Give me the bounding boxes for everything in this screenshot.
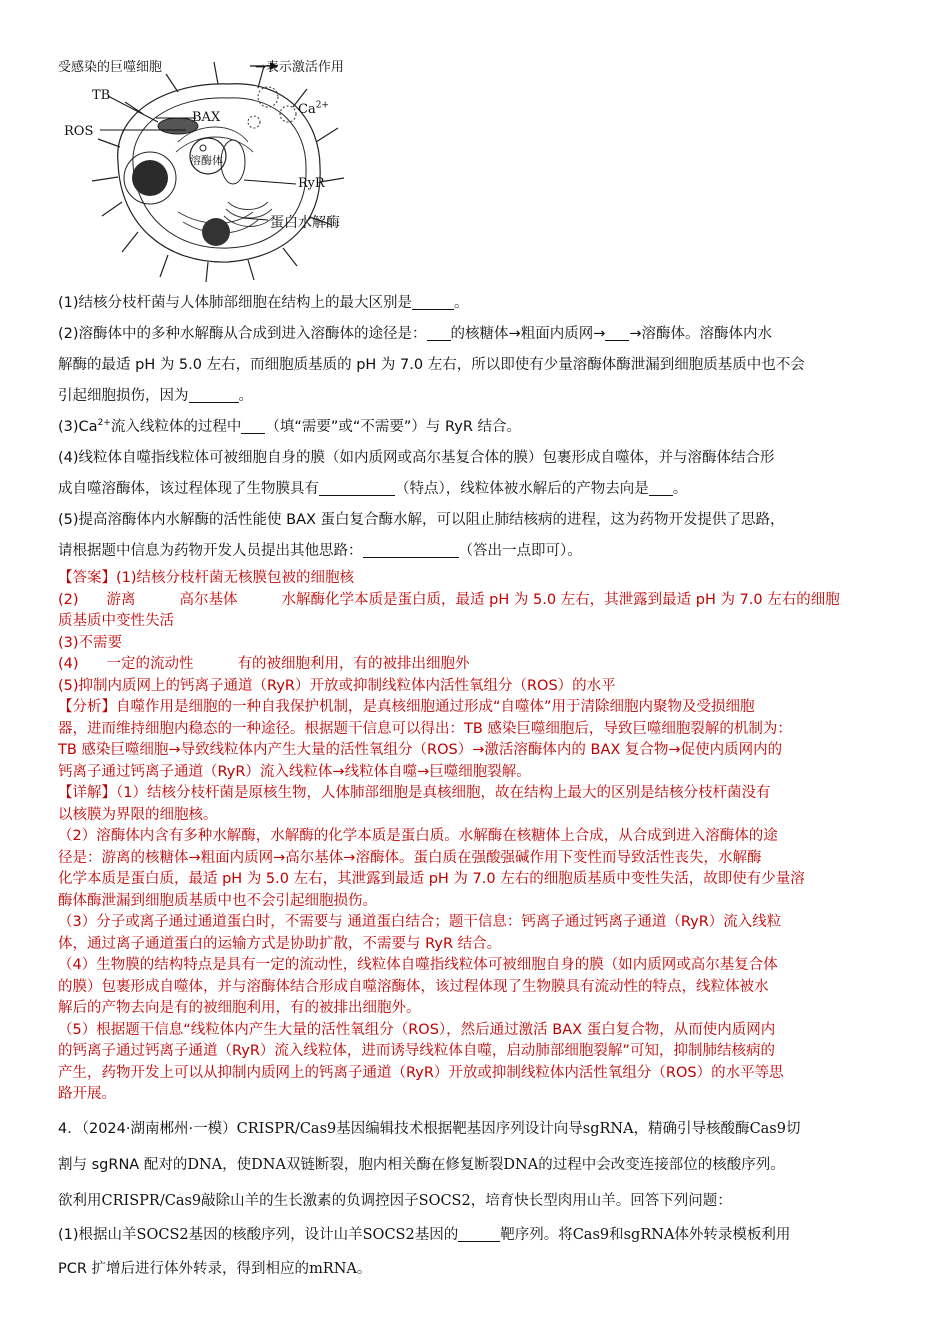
answer-block: 【答案】(1)结核分枝杆菌无核膜包被的细胞核 (2) 游离 高尔基体 水解酶化学本质是蛋白质，最适 pH 为 5.0 左右，其泄露到最适 pH 为 7.0 左右的细胞 质基质中变性失活 (3)不需要 (4) 一定的流动性 有的被细胞利用，有的被排出细胞外 (5)抑制内质网上的钙离子通道（RyR）开放或抑制线粒体内活性氧组分（ROS）的水平 bbox=[58, 570, 840, 694]
label-protease: 蛋白水解酶 bbox=[270, 215, 340, 231]
question-2: (2)溶酶体中的多种水解酶从合成到进入溶酶体的途径是： 的核糖体→粗面内质网→ →溶酶体。溶酶体内水 解酶的最适 pH 为 5.0 左右，而细胞质基质的 pH 为 7.0 左右，所以即使有少量溶酶体酶泄漏到细胞质基质中也不会 引起细胞损伤，因为 。 bbox=[58, 326, 805, 404]
label-bax: BAX bbox=[192, 110, 221, 125]
question-4: (4)线粒体自噬指线粒体可被细胞自身的膜（如内质网或高尔基复合体的膜）包裹形成自噬体，并与溶酶体结合形 成自噬溶酶体，该过程体现了生物膜具有 （特点），线粒体被水解后的产物去向是 。 bbox=[58, 450, 775, 497]
label-ros: ROS bbox=[64, 124, 94, 139]
question-3: $(3)Ca^{2+}$流入线粒体的过程中 （填“需要”或“不需要”）与 RyR 结合。 bbox=[58, 418, 522, 435]
figure-title: 受感染的巨噬细胞 bbox=[58, 60, 163, 75]
question-1: (1)结核分枝杆菌与人体肺部细胞在结构上的最大区别是 。 bbox=[58, 295, 469, 311]
detail-block: 【详解】（1）结核分枝杆菌是原核生物，人体肺部细胞是真核细胞，故在结构上最大的区别是结核分枝杆菌没有 以核膜为界限的细胞核。 （2）溶酶体内含有多种水解酶，水解酶的化学本质是蛋白质。水解酶在核糖体上合成，从合成到进入溶酶体的途 径是：游离的核糖体→粗面内质网→高尔基体→溶酶体。蛋白质在强酸强碱作用下变性而导致活性丧失，水解酶 化学本质是蛋白质，最适 pH 为 5.0 左右，其泄露到最适 pH 为 7.0 左右的细胞质基质中变性失活，故即使有少量溶 酶体酶泄漏到细胞质基质中也不会引起细胞损伤。 （3）分子或离子通过通道蛋白时，不需要与 通道蛋白结合；题干信息：钙离子通过钙离子通道（RyR）流入线粒 体，通过离子通道蛋白的运输方式是协助扩散，不需要与 RyR 结合。 （4）生物膜的结构特点是具有一定的流动性，线粒体自噬指线粒体可被细胞自身的膜（如内质网或高尔基复合体 的膜）包裹形成自噬体，并与溶酶体结合形成自噬溶酶体，该过程体现了生物膜具有流动性的特点，线粒体被水 解后的产物去向是有的被细胞利用，有的被排出细胞外。 （5）根据题干信息“线粒体内产生大量的活性氧组分（ROS），然后通过激活 BAX 蛋白复合物，从而使内质网内 的钙离子通过钙离子通道（RyR）流入线粒体，进而诱导线粒体自噬，启动肺部细胞裂解”可知，抑制肺结核病的 产生，药物开发上可以从抑制内质网上的钙离子通道（RyR）开放或抑制线粒体内活性氧组分（ROS）的水平等思 路开展。 bbox=[58, 785, 805, 1102]
question-next-4-line2: 割与 sgRNA 配对的DNA，使DNA双链断裂，胞内相关酶在修复断裂DNA的过程中会改变连接部位的核酸序列。 bbox=[58, 1157, 785, 1173]
label-ryr: RyR bbox=[298, 176, 325, 191]
figure-legend: →表示激活作用 bbox=[255, 60, 344, 75]
question-next-4-line3: 欲利用CRISPR/Cas9敲除山羊的生长激素的负调控因子SOCS2，培育快长型肉用山羊。回答下列问题： bbox=[58, 1193, 732, 1209]
label-lysosome: 溶酶体 bbox=[190, 154, 223, 167]
analysis-block: 【分析】自噬作用是细胞的一种自我保护机制，是真核细胞通过形成“自噬体”用于清除细胞内聚物及受损细胞 器，进而维持细胞内稳态的一种途径。根据题干信息可以得出：TB 感染巨噬细胞后，导致巨噬细胞裂解的机制为： TB 感染巨噬细胞→导致线粒体内产生大量的活性氧组分（ROS）→激活溶酶体内的 BAX 复合物→促使内质网内的 钙离子通过钙离子通道（RyR）流入线粒体→线粒体自噬→巨噬细胞裂解。 bbox=[58, 699, 792, 780]
macrophage-figure bbox=[58, 52, 398, 284]
question-next-4: 4．（2024·湖南郴州·一模）CRISPR/Cas9基因编辑技术根据靶基因序列设计向导sgRNA，精确引导核酸酶Cas9切 bbox=[58, 1121, 801, 1137]
macrophage-diagram bbox=[58, 52, 398, 284]
label-ca: $Ca^{2+}$ bbox=[298, 100, 329, 117]
question-next-4-sub1-cont: PCR 扩增后进行体外转录，得到相应的mRNA。 bbox=[58, 1261, 372, 1277]
question-next-4-sub1: (1)根据山羊SOCS2基因的核酸序列，设计山羊SOCS2基因的 靶序列。将Cas9和sgRNA体外转录模板利用 bbox=[58, 1227, 791, 1243]
question-5: (5)提高溶酶体内水解酶的活性能使 BAX 蛋白复合酶水解，可以阻止肺结核病的进程，这为药物开发提供了思路， 请根据题中信息为药物开发人员提出其他思路： （答出一点即可）。 bbox=[58, 512, 785, 559]
label-tb: TB bbox=[92, 88, 111, 103]
